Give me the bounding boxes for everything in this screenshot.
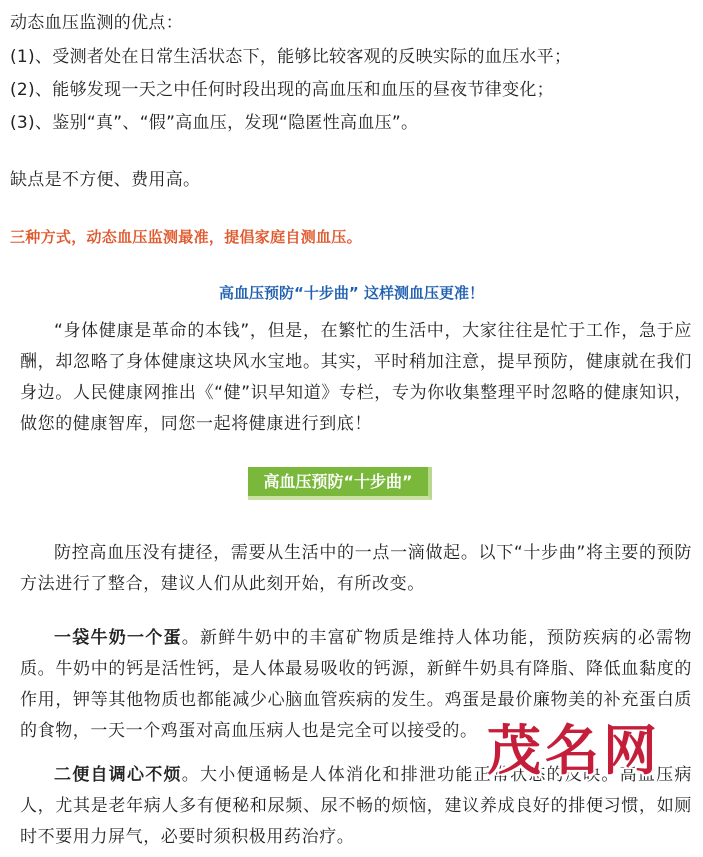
highlight-text: 三种方式，动态血压监测最准，提倡家庭自测血压。 [10, 228, 362, 246]
step-title-1: 一袋牛奶一个蛋 [54, 628, 182, 648]
intro-point-1: (1)、受测者处在日常生活状态下，能够比较客观的反映实际的血压水平； [10, 47, 572, 67]
lead-paragraph: 防控高血压没有捷径，需要从生活中的一点一滴做起。以下“十步曲”将主要的预防方法进行了整合，建议人们从此刻开始，有所改变。 [20, 543, 692, 594]
step-body-2: 。大小便通畅是人体消化和排泄功能正常状态的反映。高血压病人，尤其是老年病人多有便秘和尿频、尿不畅的烦恼，建议养成良好的排便习惯，如厕时不要用力屏气，必要时须积极用药治疗。 [20, 765, 692, 847]
intro-heading: 动态血压监测的优点： [10, 13, 183, 33]
intro-paragraph: “身体健康是革命的本钱”，但是，在繁忙的生活中，大家往往是忙于工作，急于应酬，却忽略了身体健康这块风水宝地。其实，平时稍加注意，提早预防，健康就在我们身边。人民健康网推出《“健”识早知道》专栏，专为你收集整理平时忽略的健康知识，做您的健康智库，同您一起将健康进行到底！ [20, 321, 692, 434]
section-banner: 高血压预防“十步曲” [248, 467, 432, 500]
step-title-2: 二便自调心不烦 [54, 765, 182, 785]
intro-point-3: (3)、鉴别“真”、“假”高血压，发现“隐匿性高血压”。 [10, 113, 419, 133]
step-body-1: 。新鲜牛奶中的丰富矿物质是维持人体功能，预防疾病的必需物质。牛奶中的钙是活性钙，是人体最易吸收的钙源，新鲜牛奶具有降脂、降低血黏度的作用，钾等其他物质也都能减少心脑血管疾病的发生。鸡蛋是最价廉物美的补充蛋白质的食物，一天一个鸡蛋对高血压病人也是完全可以接受的。 [20, 628, 692, 741]
intro-point-2: (2)、能够发现一天之中任何时段出现的高血压和血压的昼夜节律变化； [10, 80, 554, 100]
drawback-text: 缺点是不方便、费用高。 [10, 170, 201, 190]
article-title: 高血压预防“十步曲” 这样测血压更准！ [219, 284, 484, 302]
site-watermark-logo: 茂名网 [487, 718, 661, 782]
